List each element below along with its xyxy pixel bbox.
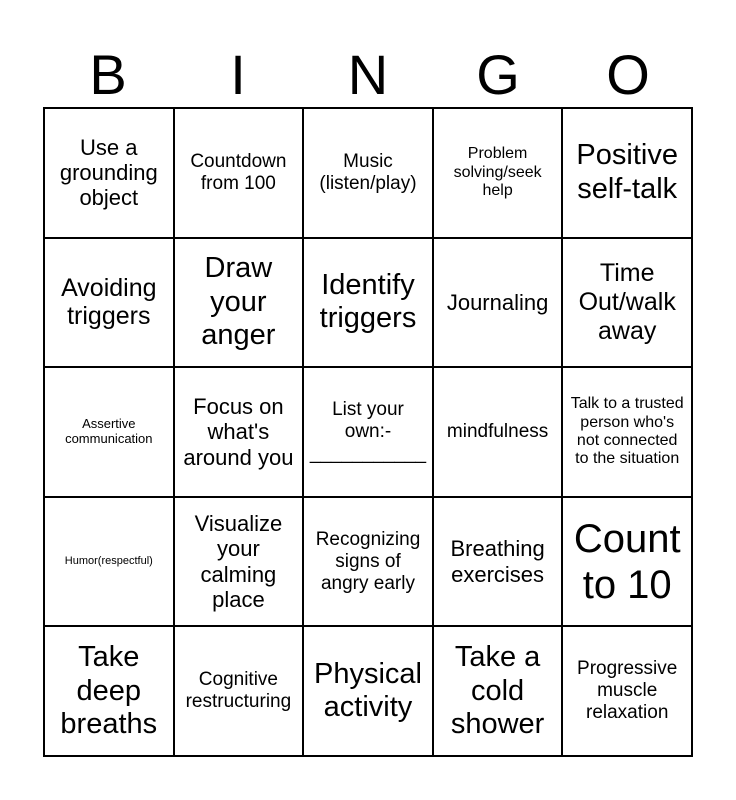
cell-text: Time Out/walk away <box>578 259 676 345</box>
bingo-cell[interactable] <box>562 626 692 756</box>
cell-text: Recognizing signs of angry early <box>315 528 421 594</box>
bingo-cell[interactable] <box>562 497 692 627</box>
bingo-cell[interactable] <box>44 238 174 368</box>
header-letter-b: B <box>89 43 127 106</box>
bingo-cell[interactable] <box>562 367 692 497</box>
bingo-cell[interactable] <box>303 497 433 627</box>
bingo-cell[interactable] <box>174 367 304 497</box>
bingo-cell[interactable] <box>303 108 433 238</box>
cell-text: Progressive muscle relaxation <box>577 658 678 724</box>
bingo-cell[interactable] <box>433 238 563 368</box>
bingo-cell[interactable] <box>44 367 174 497</box>
cell-text: List your own:- ___________ <box>309 399 427 464</box>
bingo-cell[interactable] <box>174 238 304 368</box>
header-letter-n: N <box>347 43 389 106</box>
cell-text: Count to 10 <box>573 516 681 607</box>
bingo-cell[interactable] <box>303 238 433 368</box>
bingo-cell[interactable] <box>44 108 174 238</box>
bingo-cell[interactable] <box>44 497 174 627</box>
cell-text: Breathing exercises <box>450 536 545 587</box>
bingo-cell[interactable] <box>174 497 304 627</box>
cell-text: Draw your anger <box>201 252 276 352</box>
cell-text: mindfulness <box>446 421 549 443</box>
bingo-cell[interactable] <box>303 367 433 497</box>
cell-text: Visualize your calming place <box>194 511 283 612</box>
cell-text: Take deep breaths <box>60 641 158 740</box>
cell-text: Countdown from 100 <box>190 150 287 194</box>
bingo-board <box>43 107 693 757</box>
cell-text: Physical activity <box>313 657 422 724</box>
bingo-cell[interactable] <box>562 238 692 368</box>
cell-text: Identify triggers <box>319 269 417 335</box>
bingo-cell[interactable] <box>562 108 692 238</box>
cell-text: Problem solving/seek help <box>453 145 542 199</box>
bingo-cell[interactable] <box>174 626 304 756</box>
bingo-cell[interactable] <box>174 108 304 238</box>
bingo-cell[interactable] <box>433 367 563 497</box>
bingo-cell[interactable] <box>303 626 433 756</box>
bingo-cell[interactable] <box>433 626 563 756</box>
cell-text: Avoiding triggers <box>61 273 157 331</box>
cell-text: Assertive communication <box>65 416 153 446</box>
cell-text: Cognitive restructuring <box>185 669 292 713</box>
cell-text: Take a cold shower <box>450 641 545 740</box>
header-letter-o: O <box>606 43 650 106</box>
bingo-cell[interactable] <box>44 626 174 756</box>
header-letter-i: I <box>230 43 246 106</box>
cell-text: Journaling <box>446 289 549 315</box>
cell-text: Focus on what's around you <box>183 394 294 470</box>
header-letter-g: G <box>476 43 520 106</box>
cell-text: Positive self-talk <box>576 139 678 205</box>
cell-text: Humor(respectful) <box>64 555 153 568</box>
cell-text: Talk to a trusted person who's not connected to the situation <box>570 395 684 468</box>
cell-text: Use a grounding object <box>59 134 158 211</box>
bingo-cell[interactable] <box>433 108 563 238</box>
bingo-header <box>43 43 693 106</box>
bingo-cell[interactable] <box>433 497 563 627</box>
cell-text: Music (listen/play) <box>319 150 417 194</box>
